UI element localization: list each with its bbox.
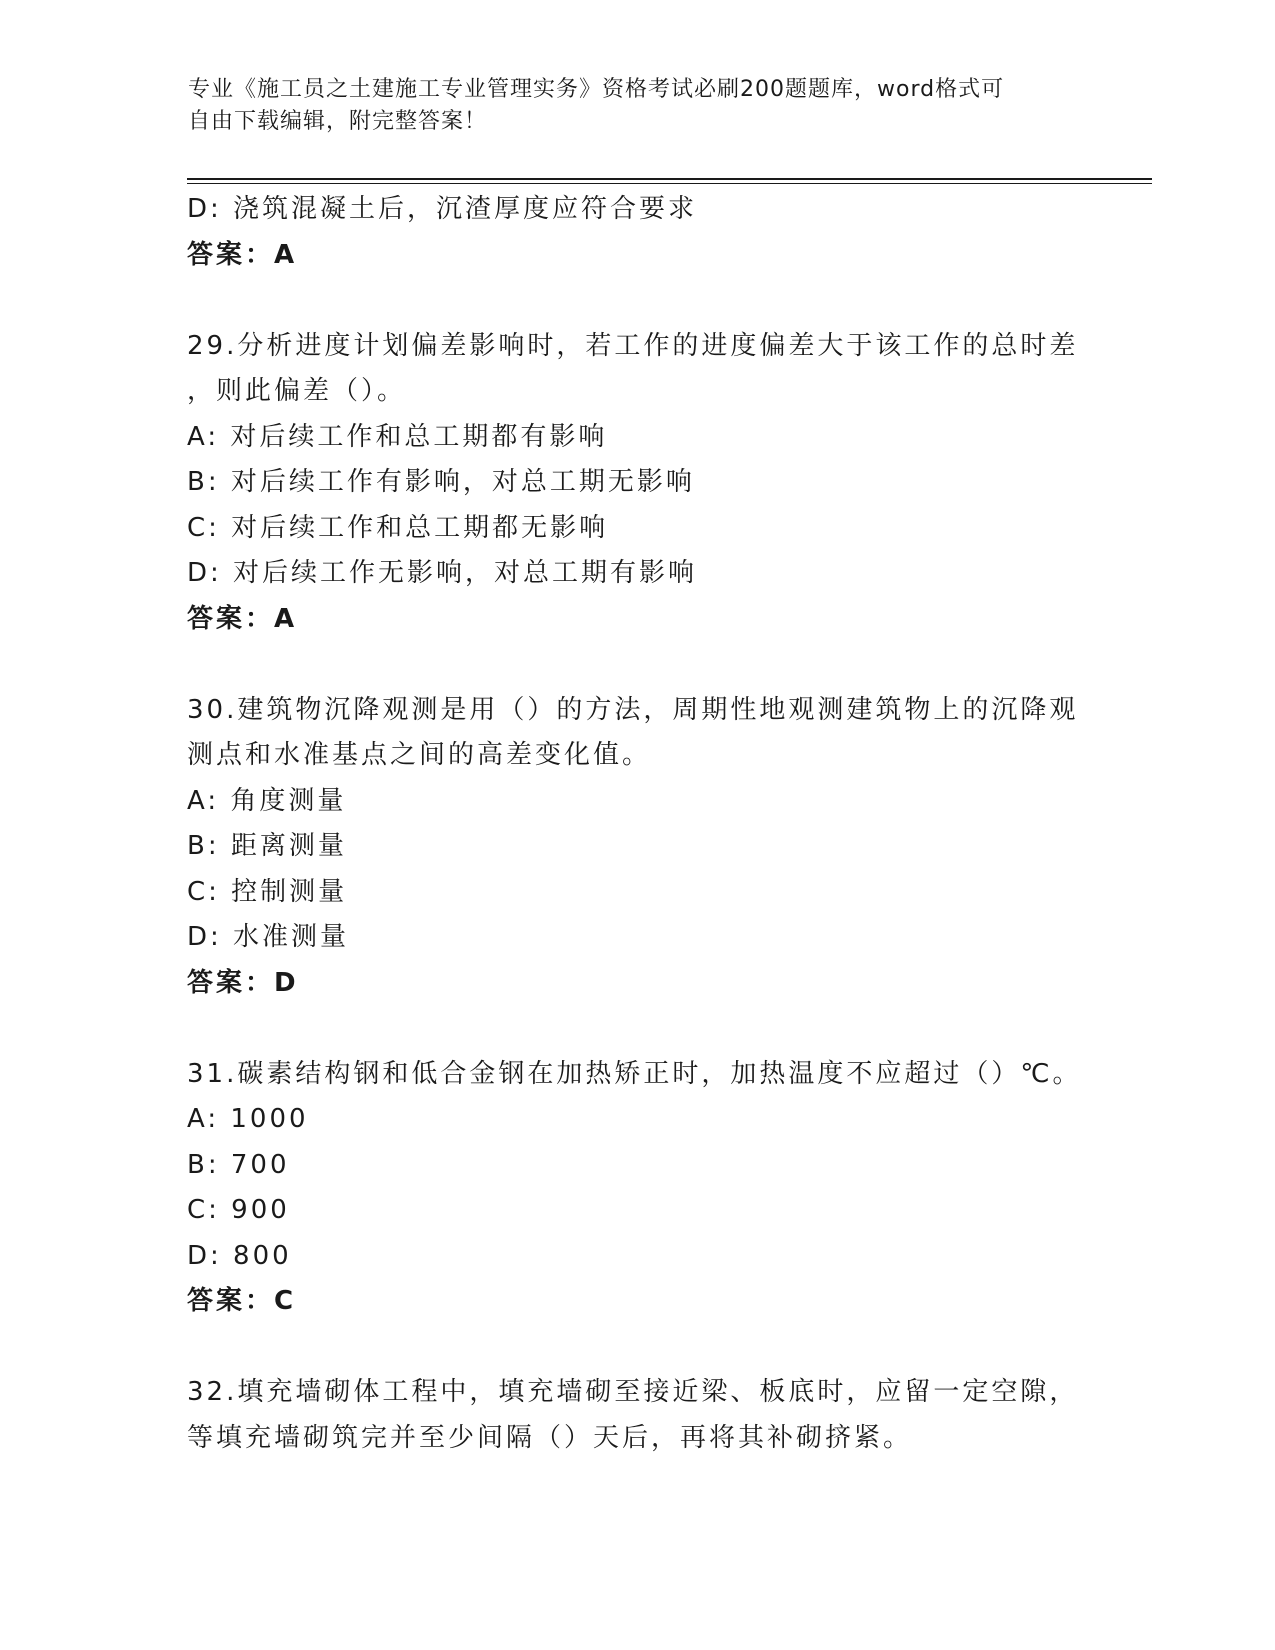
header-title-line-1: 专业《施工员之土建施工专业管理实务》资格考试必刷200题题库，word格式可	[188, 77, 1005, 102]
option-c: C: 对后续工作和总工期都无影响	[187, 512, 609, 543]
spacer	[187, 278, 1087, 324]
header-divider-thick	[187, 178, 1152, 180]
option-d: D: 对后续工作无影响，对总工期有影响	[187, 558, 698, 588]
option-d: D: 浇筑混凝土后，沉渣厚度应符合要求	[187, 194, 698, 224]
question-stem: 29.分析进度计划偏差影响时，若工作的进度偏差大于该工作的总时差	[187, 330, 1079, 361]
page-header	[188, 74, 1068, 138]
question-stem: 32.填充墙砌体工程中，填充墙砌至接近梁、板底时，应留一定空隙，	[187, 1377, 1079, 1407]
answer-line: 答案：A	[187, 603, 298, 634]
spacer	[187, 1006, 1087, 1052]
question-stem: ，则此偏差（）。	[187, 376, 407, 406]
option-d: D: 水准测量	[187, 922, 350, 952]
option-c: C: 900	[187, 1195, 290, 1225]
option-a: A: 对后续工作和总工期都有影响	[187, 421, 608, 452]
question-stem: 测点和水准基点之间的高差变化值。	[187, 740, 652, 770]
header-title-line-2: 自由下载编辑，附完整答案！	[188, 109, 488, 134]
question-stem: 31.碳素结构钢和低合金钢在加热矫正时，加热温度不应超过（）℃。	[187, 1058, 1082, 1089]
answer-line: 答案：C	[187, 1286, 297, 1316]
question-stem: 等填充墙砌筑完并至少间隔（）天后，再将其补砌挤紧。	[187, 1422, 913, 1453]
answer-line: 答案：D	[187, 967, 299, 998]
spacer	[187, 1325, 1087, 1371]
option-b: B: 700	[187, 1149, 290, 1180]
question-stem: 30.建筑物沉降观测是用（）的方法，周期性地观测建筑物上的沉降观	[187, 694, 1079, 725]
option-d: D: 800	[187, 1240, 292, 1271]
header-divider-thin	[187, 183, 1152, 184]
option-b: B: 距离测量	[187, 831, 347, 861]
option-c: C: 控制测量	[187, 876, 348, 907]
answer-line: 答案：A	[187, 239, 298, 270]
option-b: B: 对后续工作有影响，对总工期无影响	[187, 467, 695, 497]
question-list	[187, 187, 1087, 1461]
option-a: A: 1000	[187, 1104, 309, 1134]
option-a: A: 角度测量	[187, 785, 347, 816]
spacer	[187, 642, 1087, 688]
